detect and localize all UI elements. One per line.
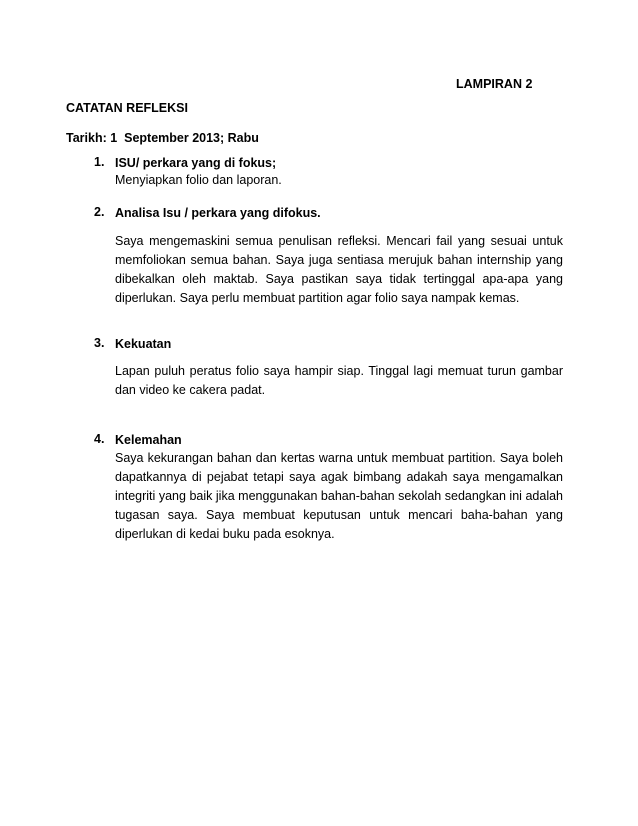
item-number: 3. xyxy=(94,336,105,350)
list-item-issue xyxy=(94,155,563,189)
document-date: Tarikh: 1 September 2013; Rabu xyxy=(66,131,259,145)
item-body: Saya mengemaskini semua penulisan refleksi. Mencari fail yang sesuai untuk memfoliokan semua bahan. Saya juga sentiasa merujuk bahan internship yang dibekalkan oleh maktab. Saya pastikan saya tidak tertinggal apa-apa yang diperlukan. Saya perlu membuat partition agar folio saya nampak kemas. xyxy=(115,234,563,305)
item-body: Menyiapkan folio dan laporan. xyxy=(115,173,282,187)
item-heading: Kelemahan xyxy=(115,433,182,447)
list-item-analysis xyxy=(94,205,563,308)
document-title: CATATAN REFLEKSI xyxy=(66,101,188,115)
item-body: Saya kekurangan bahan dan kertas warna untuk membuat partition. Saya boleh dapatkannya di pejabat tetapi saya agak bimbang adakah saya mengamalkan integriti yang baik jika menggunakan bahan-bahan sekolah sedangkan ini adalah tugasan saya. Saya membuat keputusan untuk mencari baha-bahan yang diperlukan di kedai buku pada esoknya. xyxy=(115,451,563,541)
item-number: 4. xyxy=(94,432,105,446)
item-heading: Kekuatan xyxy=(115,337,172,351)
item-body: Lapan puluh peratus folio saya hampir siap. Tinggal lagi memuat turun gambar dan video ke cakera padat. xyxy=(115,364,563,397)
item-heading: ISU/ perkara yang di fokus; xyxy=(115,156,277,170)
item-number: 1. xyxy=(94,155,105,169)
list-item-weakness xyxy=(94,432,563,544)
item-heading: Analisa Isu / perkara yang difokus. xyxy=(115,206,321,220)
appendix-label: LAMPIRAN 2 xyxy=(456,77,533,91)
item-number: 2. xyxy=(94,205,105,219)
list-item-strength xyxy=(94,336,563,400)
